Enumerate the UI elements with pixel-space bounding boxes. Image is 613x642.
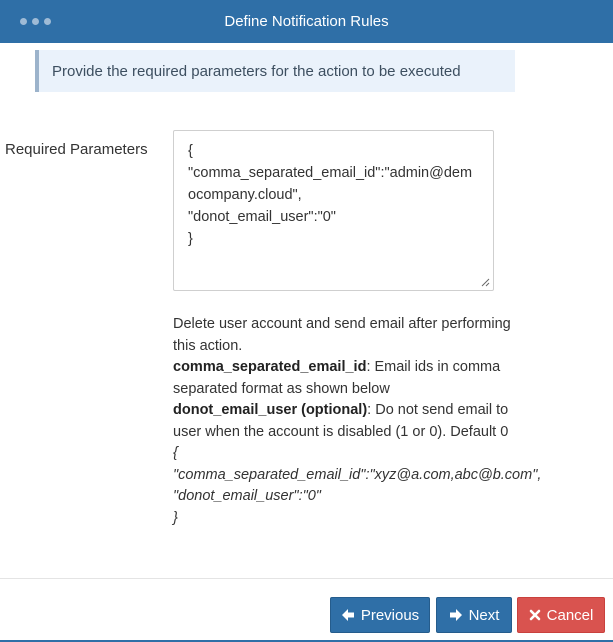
param1-name: comma_separated_email_id: [173, 359, 367, 375]
help-text: [173, 314, 542, 529]
example-close: }: [173, 509, 178, 526]
param1-desc: : Email ids in comma separated format as shown below: [173, 359, 501, 397]
resize-handle-icon[interactable]: [480, 277, 490, 287]
param2-name: donot_email_user (optional): [173, 402, 368, 418]
help-description: Delete user account and send email after performing this action.: [173, 316, 511, 354]
cancel-label: Cancel: [546, 606, 594, 624]
close-icon: [529, 609, 541, 621]
help-param2: [173, 400, 523, 443]
next-button[interactable]: [436, 597, 512, 633]
example-line2: "donot_email_user":"0": [173, 488, 321, 504]
arrow-right-icon: [449, 608, 463, 622]
previous-label: Previous: [360, 606, 420, 624]
arrow-left-icon: [341, 608, 355, 622]
example-line1: "comma_separated_email_id":"xyz@a.com,abc@b.com",: [173, 466, 542, 483]
next-label: Next: [468, 606, 500, 624]
example-open: {: [173, 445, 178, 461]
cancel-button[interactable]: [517, 597, 605, 633]
param2-desc: : Do not send email to user when the account is disabled (1 or 0). Default 0: [173, 402, 509, 440]
previous-button[interactable]: [330, 597, 430, 633]
window-title: Define Notification Rules: [224, 13, 389, 30]
info-banner: Provide the required parameters for the action to be executed: [35, 50, 515, 92]
required-parameters-textarea[interactable]: { "comma_separated_email_id":"admin@democompany.cloud", "donot_email_user":"0" }: [173, 130, 494, 291]
footer-divider: [0, 578, 613, 579]
required-parameters-label: Required Parameters: [5, 141, 148, 158]
title-bar: [0, 0, 613, 43]
help-param1: [173, 357, 523, 400]
